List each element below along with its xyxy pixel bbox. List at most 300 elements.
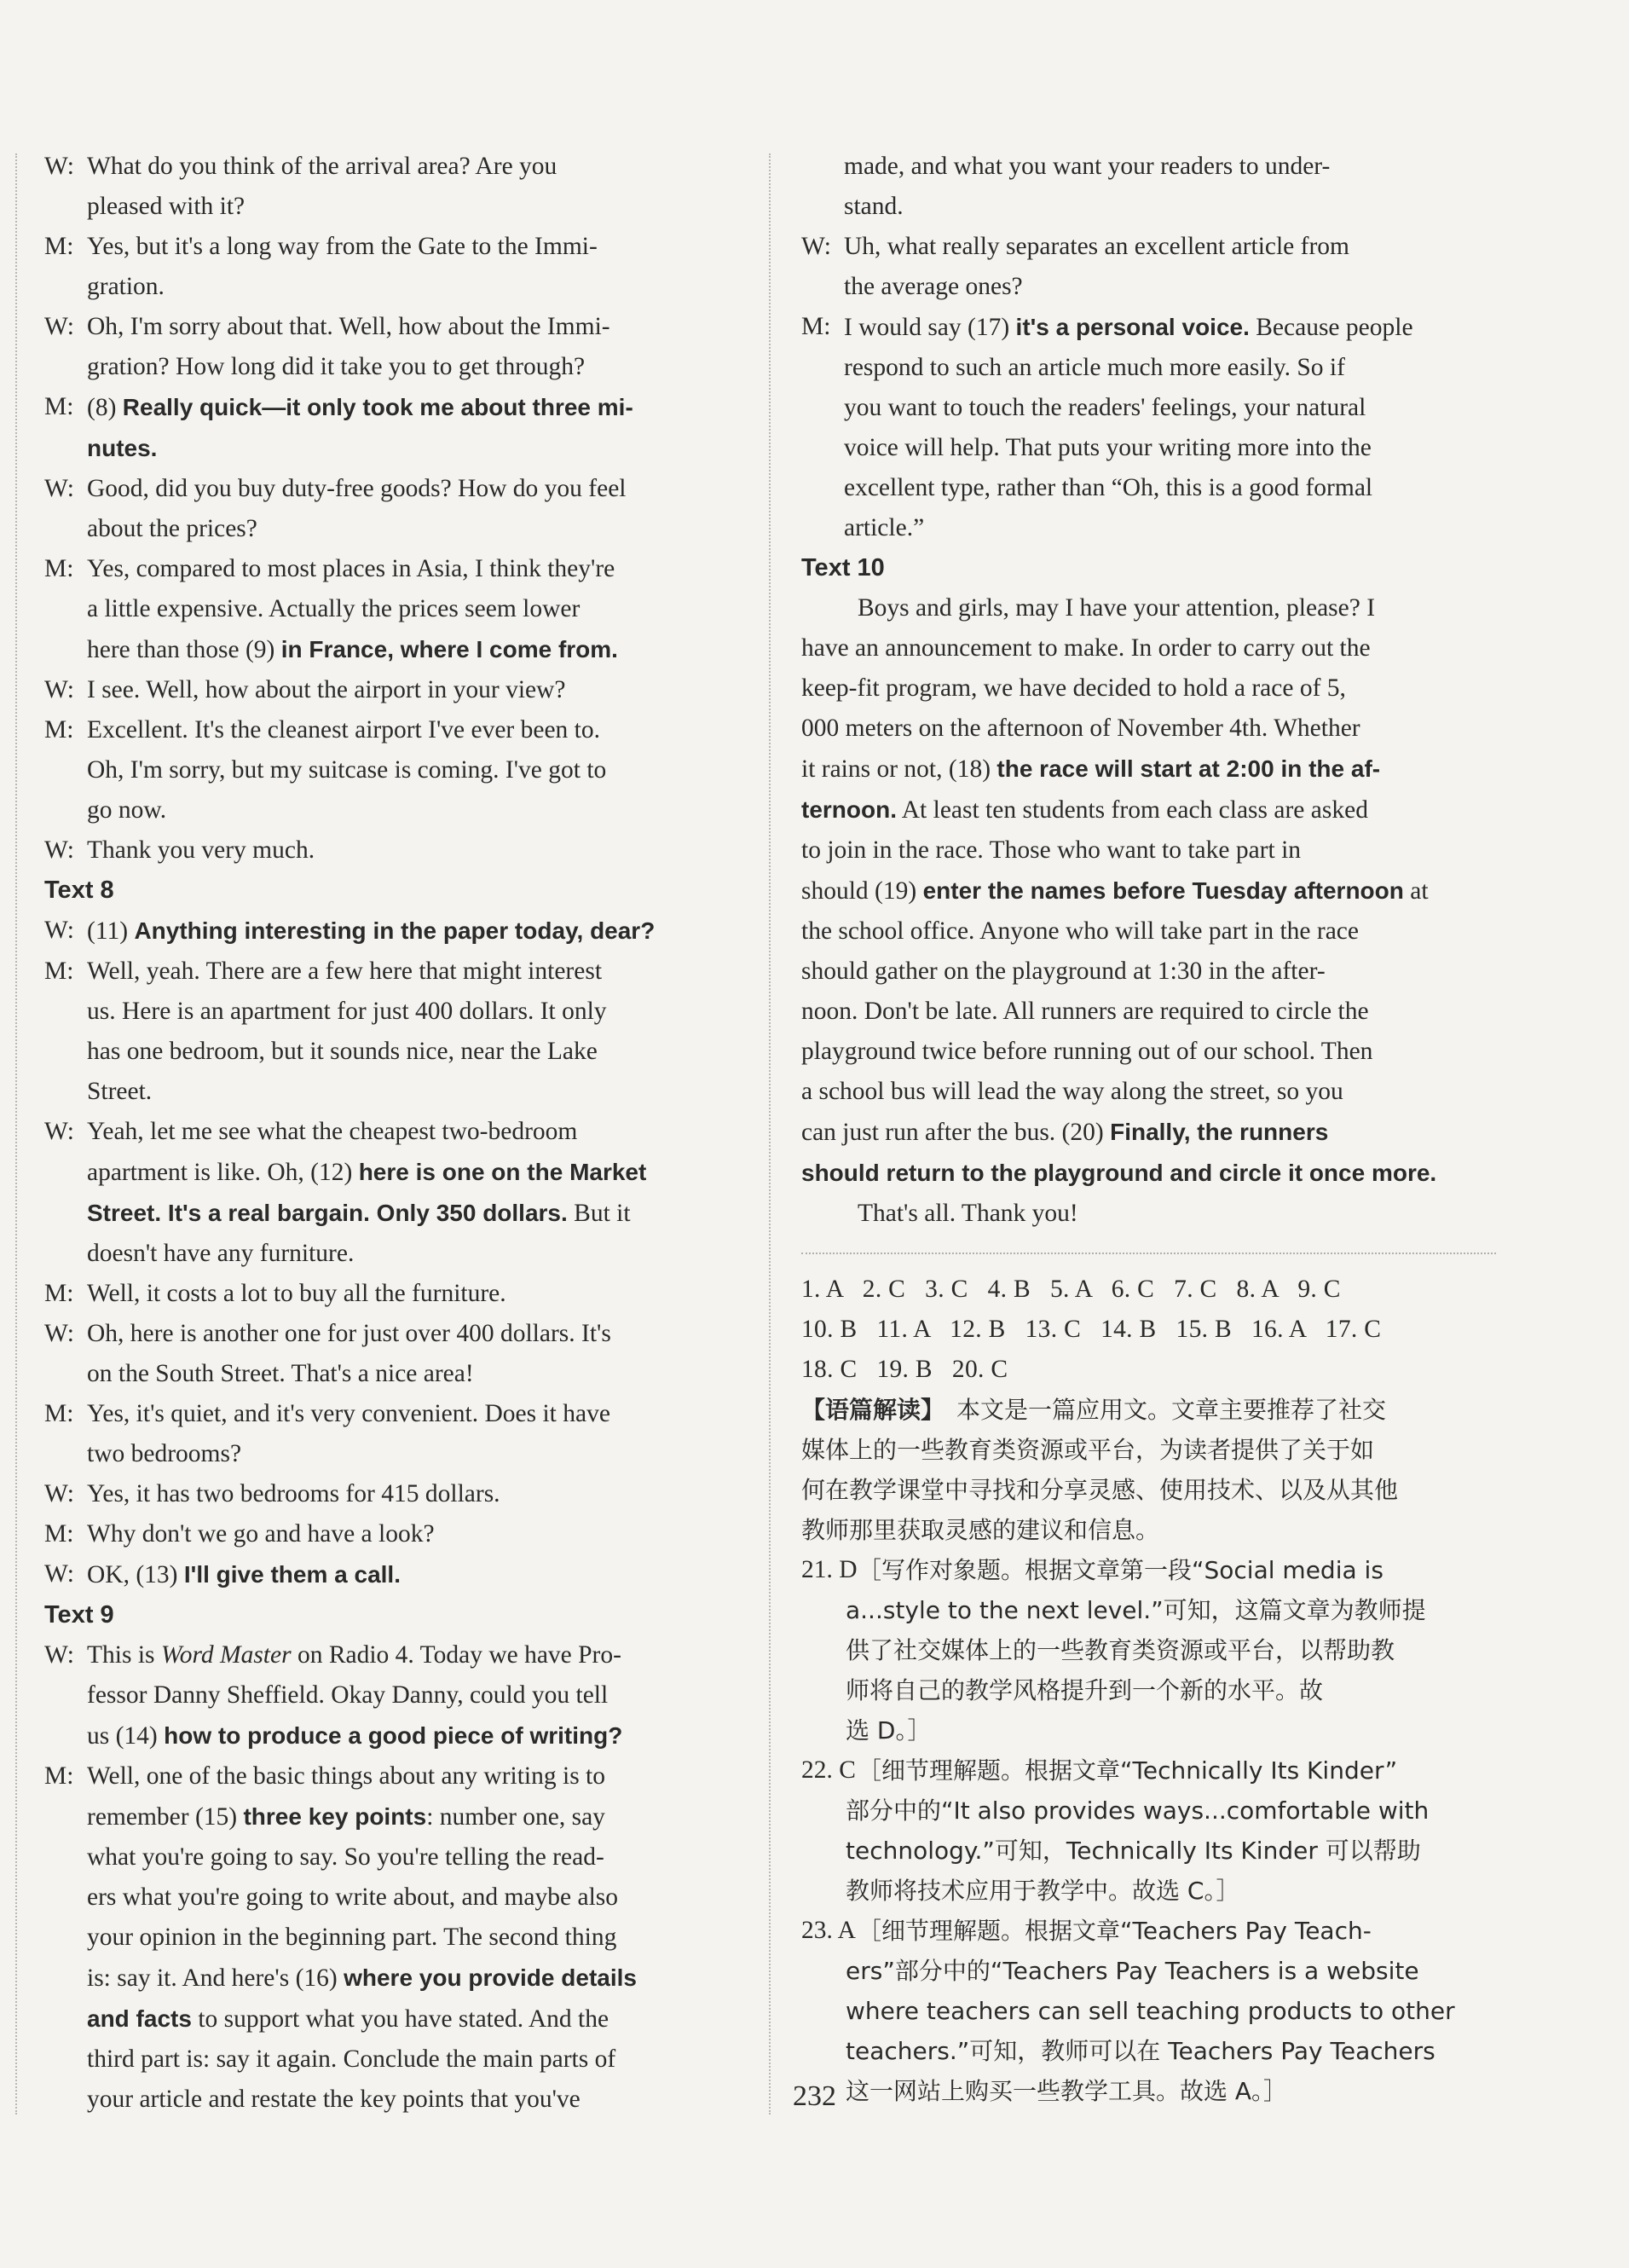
section-heading: Text 9 <box>44 1601 114 1629</box>
plain-text: Yes, compared to most places in Asia, I think they're <box>87 555 615 582</box>
speaker-label: M: <box>44 1520 74 1548</box>
plain-text: Well, it costs a lot to buy all the furniture. <box>87 1280 506 1307</box>
transcript-line <box>44 1274 743 1314</box>
plain-text: Well, one of the basic things about any writing is to <box>87 1762 606 1790</box>
transcript-line <box>44 1999 743 2039</box>
transcript-line <box>44 1434 743 1474</box>
speaker-label <box>44 428 87 469</box>
transcript-line <box>801 307 1496 348</box>
transcript-line <box>44 1635 743 1675</box>
column-divider <box>769 153 771 2115</box>
line-text <box>87 750 743 790</box>
line-text <box>801 1032 1496 1072</box>
transcript-line <box>801 508 1496 548</box>
speaker-label: M: <box>44 958 74 985</box>
transcript-line <box>44 1554 743 1595</box>
transcript-line <box>801 267 1496 307</box>
plain-text: Street. <box>87 1078 153 1105</box>
explanation-line <box>801 1951 1496 1991</box>
transcript-line <box>44 387 743 428</box>
plain-text: two bedrooms? <box>87 1440 242 1467</box>
transcript-line <box>801 1153 1496 1194</box>
explanation-line <box>801 1791 1496 1831</box>
line-text <box>87 992 743 1032</box>
speaker-label <box>44 1072 87 1112</box>
transcript-line <box>44 1112 743 1152</box>
transcript-line <box>44 1234 743 1274</box>
transcript-line <box>801 1112 1496 1153</box>
transcript-line <box>801 871 1496 911</box>
plain-text: article.” <box>844 514 925 541</box>
answer-highlight: and facts <box>87 2005 192 2032</box>
plain-text: at <box>1403 877 1429 905</box>
plain-text: remember (15) <box>87 1803 244 1831</box>
explanation-text: 部分中的“It also provides ways...comfortable with <box>846 1796 1430 1825</box>
line-text <box>87 830 743 871</box>
transcript-line <box>801 668 1496 709</box>
plain-text: But it <box>567 1200 631 1227</box>
line-text <box>87 428 743 469</box>
speaker-label: M: <box>44 1400 74 1427</box>
transcript-line <box>44 750 743 790</box>
plain-text: have an announcement to make. In order to carry out the <box>801 634 1371 662</box>
speaker-label <box>44 1958 87 1999</box>
transcript-line <box>801 348 1496 388</box>
speaker-label <box>801 428 844 468</box>
plain-text: playground twice before running out of our school. Then <box>801 1038 1373 1065</box>
explanation-item <box>801 1550 1496 1750</box>
speaker-label: M: <box>44 1762 74 1790</box>
transcript-line <box>44 1796 743 1837</box>
line-text <box>844 468 1496 508</box>
transcript-line <box>44 509 743 549</box>
explanation-line <box>801 1750 1496 1791</box>
plain-text: here than those (9) <box>87 636 281 663</box>
answer-highlight: nutes. <box>87 435 158 461</box>
transcript-line <box>801 992 1496 1032</box>
transcript-line <box>801 749 1496 790</box>
plain-text: on Radio 4. Today we have Pro- <box>291 1641 621 1669</box>
italic-title: Word Master <box>160 1641 292 1669</box>
speaker-label <box>44 750 87 790</box>
plain-text: : number one, say <box>426 1803 605 1831</box>
plain-text: At least ten students from each class are asked <box>897 796 1368 824</box>
line-text <box>87 1234 743 1274</box>
line-text <box>87 710 743 750</box>
plain-text: (8) <box>87 394 123 421</box>
explanation-line <box>801 1710 1496 1750</box>
line-text <box>87 1999 743 2039</box>
transcript-line <box>801 147 1496 187</box>
speaker-label: W: <box>44 1118 74 1145</box>
plain-text: Thank you very much. <box>87 836 315 864</box>
answer-highlight: how to produce a good piece of writing? <box>164 1722 623 1749</box>
plain-text: us. Here is an apartment for just 400 dollars. It only <box>87 998 607 1025</box>
answer-highlight: should return to the playground and circle it once more. <box>801 1160 1437 1186</box>
speaker-label: W: <box>44 917 74 944</box>
plain-text: Excellent. It's the cleanest airport I've ever been to. <box>87 716 600 743</box>
explanation-text: where teachers can sell teaching products to other <box>846 1997 1455 2025</box>
analysis-line: 何在教学课堂中寻找和分享灵感、使用技术、以及从其他 <box>801 1476 1399 1504</box>
line-text <box>801 668 1496 709</box>
plain-text: gration? How long did it take you to get through? <box>87 353 586 380</box>
right-column-transcript <box>801 147 1496 1234</box>
plain-text: should (19) <box>801 877 923 905</box>
line-text <box>844 267 1496 307</box>
line-text <box>844 187 1496 227</box>
answer-highlight: Anything interesting in the paper today, dear? <box>134 917 656 944</box>
answer-list <box>801 1270 1496 1390</box>
answer-row: 1. A 2. C 3. C 4. B 5. A 6. C 7. C 8. A 9. C <box>801 1276 1341 1303</box>
transcript-line <box>44 1675 743 1715</box>
line-text <box>87 1274 743 1314</box>
plain-text: us (14) <box>87 1722 165 1750</box>
line-text <box>87 509 743 549</box>
line-text <box>87 1394 743 1434</box>
speaker-label <box>44 790 87 830</box>
speaker-label: W: <box>44 1641 74 1669</box>
explanation-line <box>801 1991 1496 2031</box>
plain-text: Good, did you buy duty-free goods? How do you feel <box>87 475 627 502</box>
plain-text: it rains or not, (18) <box>801 755 997 783</box>
speaker-label <box>801 147 844 187</box>
transcript-line <box>44 1877 743 1918</box>
plain-text: Yes, but it's a long way from the Gate to the Immi- <box>87 233 598 260</box>
transcript-line <box>801 1072 1496 1112</box>
transcript-line <box>44 428 743 469</box>
explanation-line <box>801 1550 1496 1590</box>
transcript-line <box>44 2039 743 2080</box>
speaker-label <box>44 347 87 387</box>
plain-text: (11) <box>87 917 135 945</box>
plain-text: is: say it. And here's (16) <box>87 1964 344 1992</box>
transcript-line <box>44 1394 743 1434</box>
line-text <box>87 187 743 227</box>
line-text <box>87 1474 743 1514</box>
line-text <box>87 911 743 952</box>
line-text <box>801 830 1496 871</box>
speaker-label <box>44 1796 87 1837</box>
transcript-line <box>44 307 743 347</box>
explanation-line <box>801 1590 1496 1630</box>
speaker-label <box>801 388 844 428</box>
analysis-line: 教师那里获取灵感的建议和信息。 <box>801 1516 1160 1544</box>
speaker-label <box>801 348 844 388</box>
line-text <box>844 388 1496 428</box>
question-number: 23. A <box>801 1917 856 1944</box>
plain-text: keep-fit program, we have decided to hold a race of 5, <box>801 674 1346 702</box>
explanation-item <box>801 1750 1496 1911</box>
explanation-text: technology.”可知，Technically Its Kinder 可以帮助 <box>846 1837 1421 1865</box>
speaker-label <box>44 1877 87 1918</box>
speaker-label <box>44 1434 87 1474</box>
transcript-line <box>801 952 1496 992</box>
speaker-label <box>44 1918 87 1958</box>
plain-text: Oh, here is another one for just over 400 dollars. It's <box>87 1320 611 1347</box>
speaker-label <box>44 1032 87 1072</box>
answer-highlight: Really quick—it only took me about three mi- <box>122 394 633 420</box>
speaker-label: M: <box>44 716 74 743</box>
line-text <box>801 1112 1496 1153</box>
transcript-line <box>44 1958 743 1999</box>
transcript-line <box>44 347 743 387</box>
line-text <box>87 1554 743 1595</box>
transcript-line <box>44 670 743 710</box>
plain-text: Boys and girls, may I have your attention, please? I <box>858 594 1376 622</box>
question-explanations <box>801 1550 1496 2111</box>
answer-highlight: where you provide details <box>344 1964 637 1991</box>
transcript-line <box>44 629 743 670</box>
plain-text: should gather on the playground at 1:30 in the after- <box>801 958 1326 985</box>
passage-analysis <box>801 1390 1496 1550</box>
line-text <box>801 749 1496 790</box>
line-text <box>801 1153 1496 1194</box>
line-text <box>87 629 743 670</box>
transcript-line <box>44 187 743 227</box>
speaker-label <box>44 1675 87 1715</box>
speaker-label <box>44 1234 87 1274</box>
speaker-label <box>44 1193 87 1234</box>
plain-text: has one bedroom, but it sounds nice, near the Lake <box>87 1038 598 1065</box>
line-text <box>87 670 743 710</box>
line-text <box>87 347 743 387</box>
line-text <box>801 1194 1496 1234</box>
line-text <box>801 871 1496 911</box>
line-text <box>844 227 1496 267</box>
transcript-line <box>44 1715 743 1756</box>
answer-highlight: ternoon. <box>801 796 897 823</box>
speaker-label <box>44 1837 87 1877</box>
line-text <box>87 147 743 187</box>
speaker-label: W: <box>44 836 74 864</box>
line-text <box>87 1072 743 1112</box>
explanation-text: 供了社交媒体上的一些教育类资源或平台，以帮助教 <box>846 1636 1395 1664</box>
explanation-text: 师将自己的教学风格提升到一个新的水平。故 <box>846 1676 1324 1704</box>
speaker-label: W: <box>44 1560 74 1588</box>
plain-text: on the South Street. That's a nice area! <box>87 1360 474 1387</box>
speaker-label <box>44 589 87 629</box>
speaker-label <box>44 1152 87 1193</box>
speaker-label <box>44 1999 87 2039</box>
line-text <box>87 1877 743 1918</box>
line-text <box>87 1715 743 1756</box>
explanation-line <box>801 1670 1496 1710</box>
speaker-label <box>801 508 844 548</box>
transcript-line <box>44 710 743 750</box>
transcript-line <box>44 1837 743 1877</box>
transcript-line <box>801 628 1496 668</box>
transcript-line <box>44 1474 743 1514</box>
plain-text: your article and restate the key points that you've <box>87 2086 581 2113</box>
speaker-label: M: <box>44 233 74 260</box>
transcript-line <box>801 830 1496 871</box>
answer-highlight: the race will start at 2:00 in the af- <box>996 755 1381 782</box>
plain-text: fessor Danny Sheffield. Okay Danny, could you tell <box>87 1681 609 1709</box>
explanation-text: ers”部分中的“Teachers Pay Teachers is a website <box>846 1957 1419 1985</box>
line-text <box>801 1072 1496 1112</box>
plain-text: go now. <box>87 796 167 824</box>
line-text <box>801 992 1496 1032</box>
transcript-line <box>44 830 743 871</box>
speaker-label: W: <box>44 676 74 703</box>
answer-highlight: here is one on the Market <box>358 1159 647 1185</box>
plain-text: Well, yeah. There are a few here that might interest <box>87 958 603 985</box>
speaker-label <box>44 267 87 307</box>
line-text <box>844 147 1496 187</box>
answer-highlight: it's a personal voice. <box>1015 314 1250 340</box>
speaker-label: M: <box>44 555 74 582</box>
plain-text: you want to touch the readers' feelings, your natural <box>844 394 1366 421</box>
plain-text: ers what you're going to write about, and maybe also <box>87 1883 619 1911</box>
explanation-line <box>801 1831 1496 1871</box>
line-text <box>801 952 1496 992</box>
line-text <box>87 1032 743 1072</box>
transcript-line <box>44 1072 743 1112</box>
speaker-label: W: <box>44 1320 74 1347</box>
plain-text: I would say (17) <box>844 314 1016 341</box>
speaker-label: M: <box>44 393 74 420</box>
explanation-text: ［写作对象题。根据文章第一段“Social media is <box>858 1556 1383 1584</box>
plain-text: Oh, I'm sorry about that. Well, how about the Immi- <box>87 313 610 340</box>
section-heading: Text 10 <box>801 554 885 581</box>
line-text <box>844 508 1496 548</box>
plain-text: I see. Well, how about the airport in your view? <box>87 676 566 703</box>
plain-text: to join in the race. Those who want to take part in <box>801 836 1302 864</box>
analysis-label: 【语篇解读】 <box>801 1396 945 1424</box>
transcript-line <box>801 1194 1496 1234</box>
plain-text: the school office. Anyone who will take part in the race <box>801 917 1359 945</box>
transcript-line <box>44 1193 743 1234</box>
answer-highlight: Finally, the runners <box>1110 1119 1329 1145</box>
plain-text: the average ones? <box>844 273 1023 300</box>
line-text <box>87 1112 743 1152</box>
transcript-line <box>801 790 1496 830</box>
transcript-line <box>801 187 1496 227</box>
transcript-line <box>44 1032 743 1072</box>
line-text <box>844 428 1496 468</box>
line-text <box>87 1796 743 1837</box>
explanation-text: ［细节理解题。根据文章“Teachers Pay Teach- <box>858 1917 1372 1945</box>
section-divider <box>801 1253 1496 1254</box>
speaker-label: W: <box>44 153 74 180</box>
answer-highlight: I'll give them a call. <box>183 1561 401 1588</box>
transcript-line <box>801 388 1496 428</box>
plain-text: That's all. Thank you! <box>858 1200 1078 1227</box>
transcript-line <box>44 1918 743 1958</box>
line-text <box>801 709 1496 749</box>
speaker-label: M: <box>44 1280 74 1307</box>
plain-text: Yes, it's quiet, and it's very convenient. Does it have <box>87 1400 610 1427</box>
speaker-label <box>44 2039 87 2080</box>
speaker-label: M: <box>801 313 831 340</box>
plain-text: what you're going to say. So you're telling the read- <box>87 1843 604 1871</box>
speaker-label: W: <box>44 1480 74 1507</box>
explanation-text: ［细节理解题。根据文章“Technically Its Kinder” <box>858 1756 1398 1785</box>
line-text <box>87 1193 743 1234</box>
line-text <box>87 267 743 307</box>
transcript-line <box>801 227 1496 267</box>
speaker-label <box>801 468 844 508</box>
transcript-line <box>44 992 743 1032</box>
left-column-transcript <box>44 147 743 2120</box>
transcript-line <box>44 589 743 629</box>
line-text <box>87 1837 743 1877</box>
line-text <box>87 1918 743 1958</box>
plain-text: apartment is like. Oh, (12) <box>87 1159 359 1186</box>
line-text <box>801 790 1496 830</box>
line-text <box>87 1314 743 1354</box>
explanation-text: 这一网站上购买一些教学工具。故选 A。］ <box>846 2077 1288 2105</box>
section-heading: Text 8 <box>44 877 114 904</box>
line-text <box>87 1434 743 1474</box>
transcript-line <box>801 911 1496 952</box>
plain-text: made, and what you want your readers to under- <box>844 153 1331 180</box>
plain-text: pleased with it? <box>87 193 246 220</box>
line-text <box>87 952 743 992</box>
plain-text: 000 meters on the afternoon of November 4th. Whether <box>801 715 1360 742</box>
plain-text: OK, (13) <box>87 1561 184 1588</box>
transcript-line <box>44 469 743 509</box>
explanation-text: 选 D。］ <box>846 1716 932 1744</box>
transcript-line <box>44 549 743 589</box>
answer-highlight: in France, where I come from. <box>280 636 618 662</box>
transcript-line <box>44 790 743 830</box>
plain-text: Yeah, let me see what the cheapest two-bedroom <box>87 1118 578 1145</box>
line-text <box>87 1958 743 1999</box>
explanation-text: a...style to the next level.”可知，这篇文章为教师提 <box>846 1596 1426 1624</box>
transcript-line <box>801 468 1496 508</box>
transcript-line <box>801 709 1496 749</box>
speaker-label: W: <box>44 313 74 340</box>
page-number: 232 <box>793 2080 836 2112</box>
line-text <box>87 227 743 267</box>
analysis-line: 媒体上的一些教育类资源或平台，为读者提供了关于如 <box>801 1436 1375 1464</box>
plain-text: voice will help. That puts your writing more into the <box>844 434 1372 461</box>
transcript-line <box>801 428 1496 468</box>
transcript-line <box>44 147 743 187</box>
plain-text: Yes, it has two bedrooms for 415 dollars. <box>87 1480 500 1507</box>
transcript-line <box>44 1152 743 1193</box>
speaker-label <box>44 1715 87 1756</box>
answer-highlight: enter the names before Tuesday afternoon <box>922 877 1404 904</box>
speaker-label <box>801 267 844 307</box>
plain-text: can just run after the bus. (20) <box>801 1119 1111 1146</box>
transcript-line <box>44 267 743 307</box>
plain-text: to support what you have stated. And the <box>191 2005 609 2033</box>
speaker-label <box>44 629 87 670</box>
explanation-line <box>801 2031 1496 2071</box>
speaker-label: W: <box>44 475 74 502</box>
line-text <box>87 1152 743 1193</box>
speaker-label <box>44 992 87 1032</box>
answer-row: 10. B 11. A 12. B 13. C 14. B 15. B 16. A 17. C <box>801 1316 1382 1343</box>
plain-text: stand. <box>844 193 904 220</box>
answer-row: 18. C 19. B 20. C <box>801 1356 1008 1383</box>
transcript-line <box>44 1314 743 1354</box>
plain-text: respond to such an article much more easily. So if <box>844 354 1345 381</box>
transcript-line <box>801 588 1496 628</box>
question-number: 21. D <box>801 1556 858 1583</box>
plain-text: Why don't we go and have a look? <box>87 1520 435 1548</box>
speaker-label: W: <box>801 233 831 260</box>
line-text <box>801 911 1496 952</box>
transcript-line <box>801 1032 1496 1072</box>
line-text <box>87 1635 743 1675</box>
line-text <box>87 1675 743 1715</box>
transcript-line <box>44 1756 743 1796</box>
plain-text: third part is: say it again. Conclude the main parts of <box>87 2045 616 2073</box>
left-margin-divider <box>15 153 17 2115</box>
